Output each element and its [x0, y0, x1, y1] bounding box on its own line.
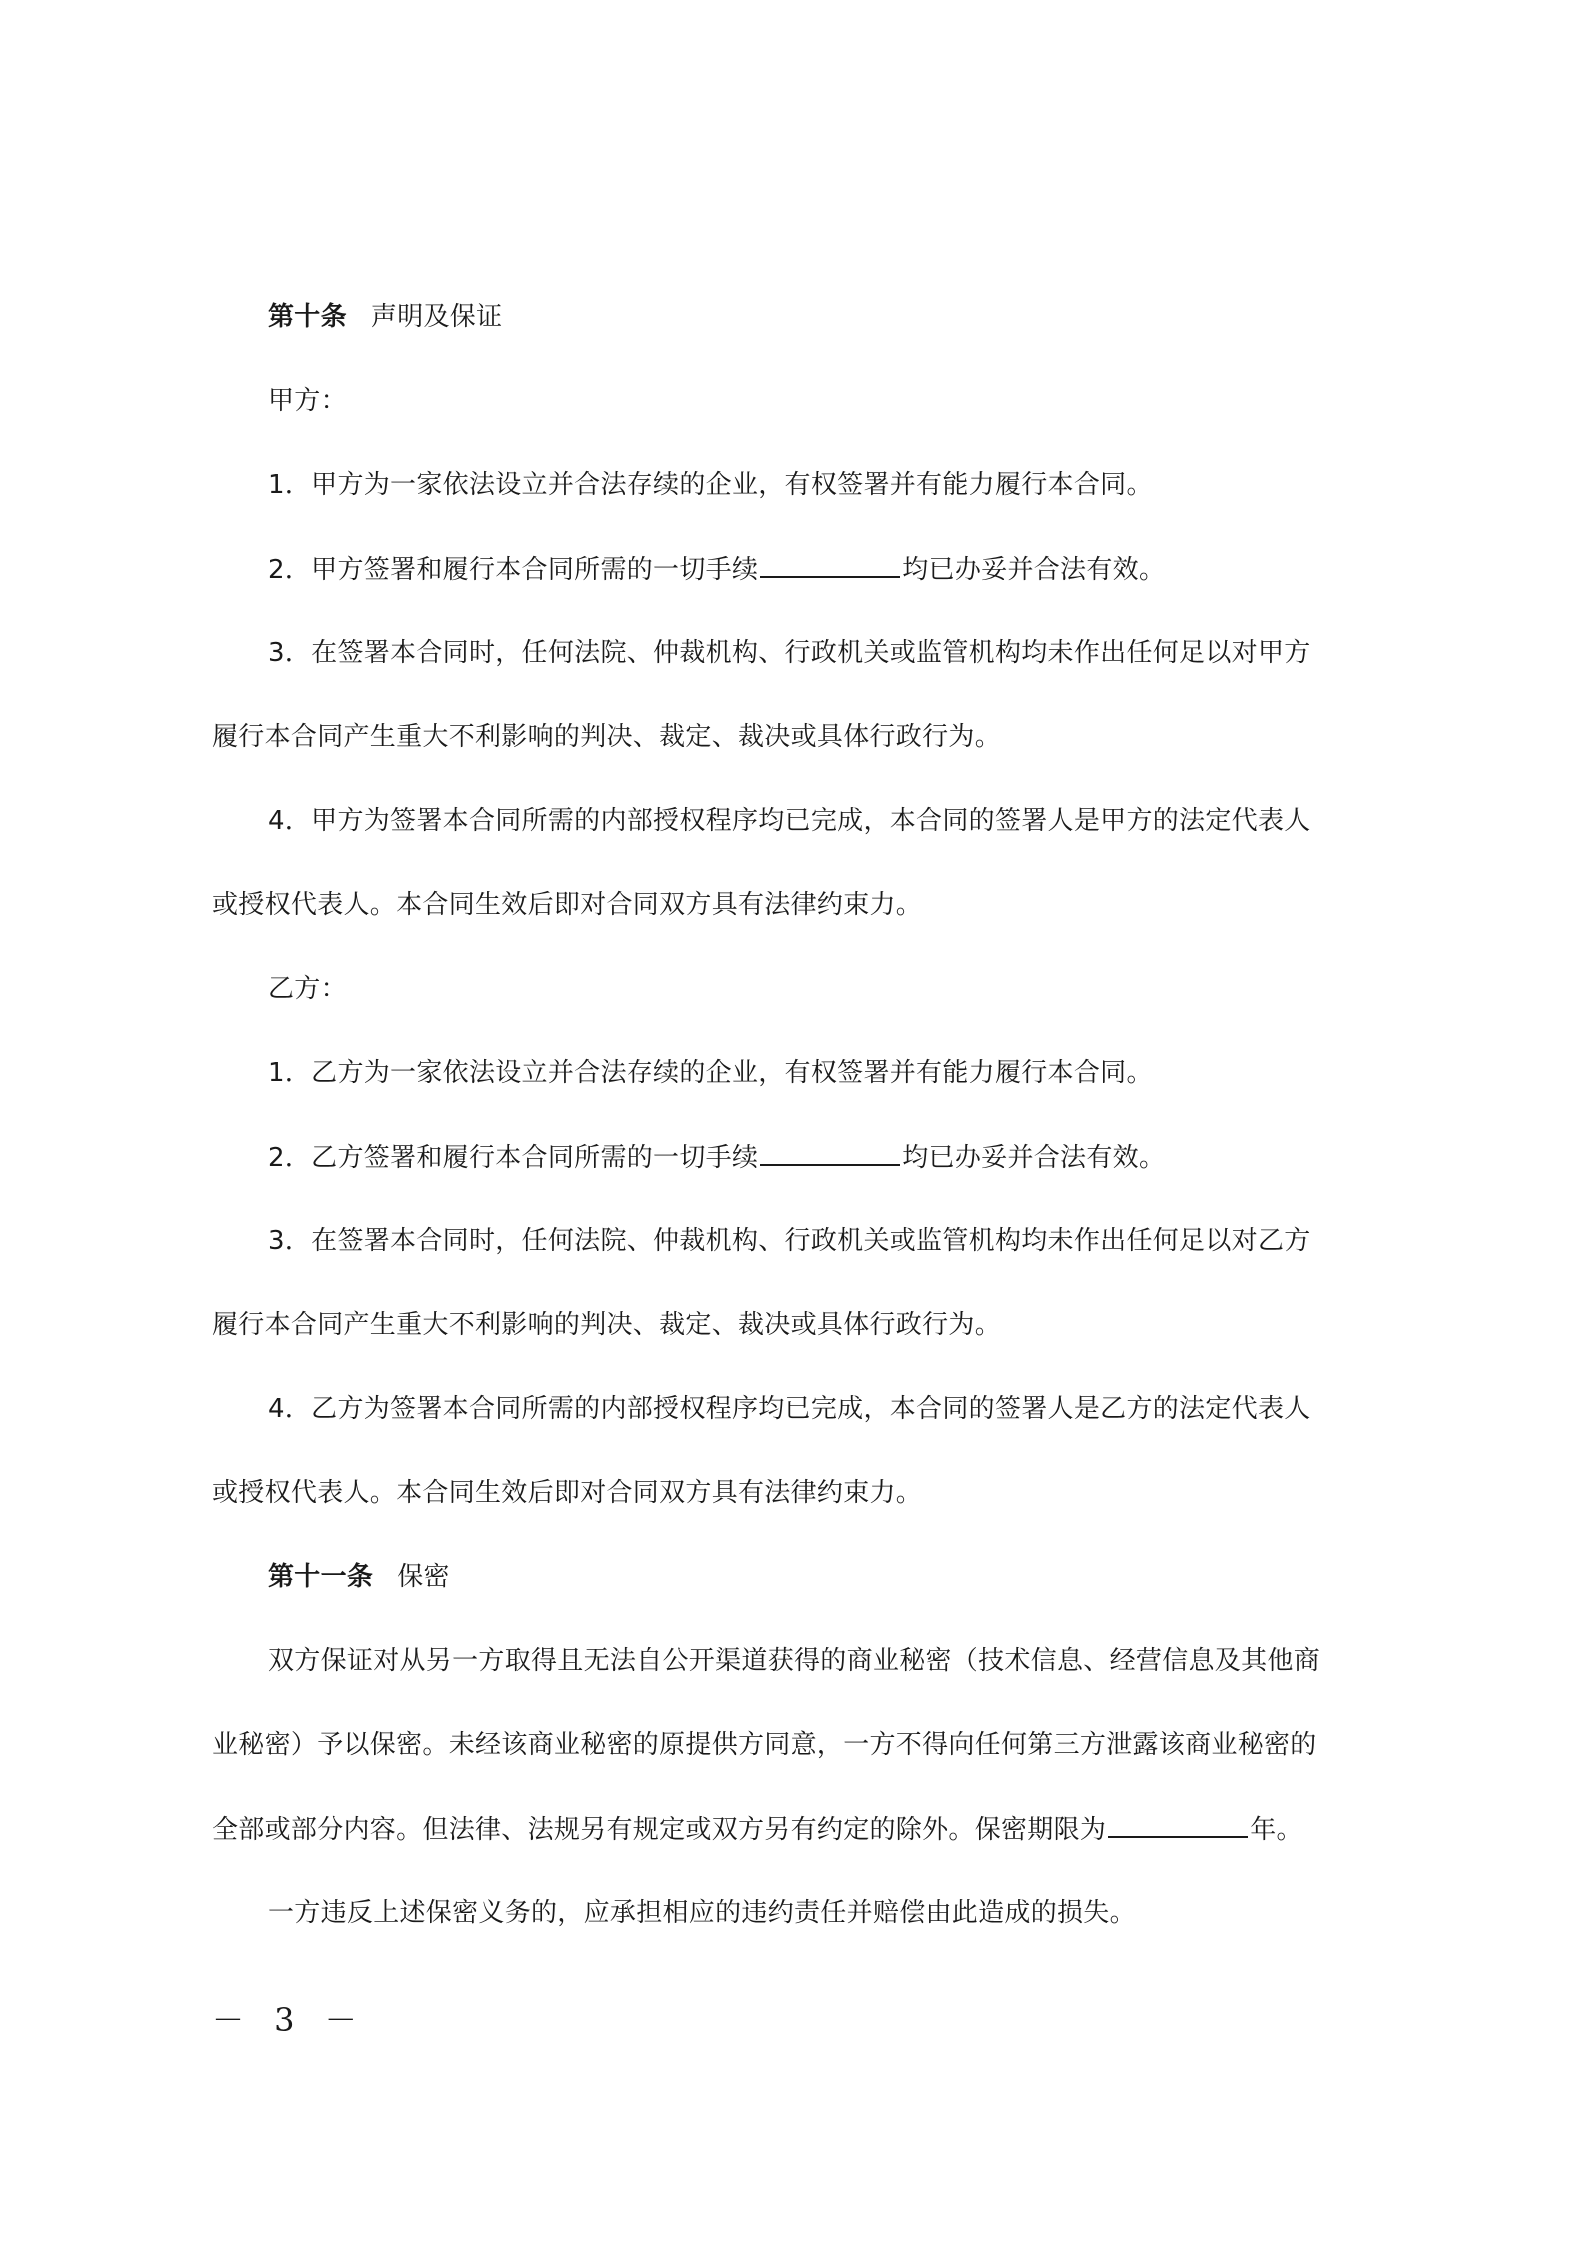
- party-a-item-3-line-1: 3．在签署本合同时，任何法院、仲裁机构、行政机关或监管机构均未作出任何足以对甲方: [268, 638, 1311, 668]
- fill-in-blank: [760, 552, 900, 578]
- confidentiality-para-line-2: 业秘密）予以保密。未经该商业秘密的原提供方同意，一方不得向任何第三方泄露该商业秘密的: [212, 1730, 1317, 1760]
- section-10-title: 声明及保证: [370, 302, 503, 332]
- section-11-heading: [268, 1560, 450, 1594]
- breach-liability-para: 一方违反上述保密义务的，应承担相应的违约责任并赔偿由此造成的损失。: [268, 1898, 1136, 1928]
- fill-in-blank: [1108, 1812, 1248, 1838]
- party-a-item-1: 1．甲方为一家依法设立并合法存续的企业，有权签署并有能力履行本合同。: [268, 470, 1153, 500]
- party-b-item-3-line-1: 3．在签署本合同时，任何法院、仲裁机构、行政机关或监管机构均未作出任何足以对乙方: [268, 1226, 1311, 1256]
- section-11-title: 保密: [397, 1562, 450, 1592]
- party-b-item-4-line-1: 4．乙方为签署本合同所需的内部授权程序均已完成，本合同的签署人是乙方的法定代表人: [268, 1394, 1311, 1424]
- party-a-item-3-line-2: 履行本合同产生重大不利影响的判决、裁定、裁决或具体行政行为。: [212, 722, 1002, 752]
- party-b-label: 乙方：: [268, 974, 347, 1004]
- party-a-item-4-line-2: 或授权代表人。本合同生效后即对合同双方具有法律约束力。: [212, 890, 923, 920]
- party-a-label: 甲方：: [268, 386, 347, 416]
- party-b-item-2-tail: 均已办妥并合法有效。: [902, 1143, 1166, 1173]
- party-b-item-4-line-2: 或授权代表人。本合同生效后即对合同双方具有法律约束力。: [212, 1478, 923, 1508]
- party-b-item-3-line-2: 履行本合同产生重大不利影响的判决、裁定、裁决或具体行政行为。: [212, 1310, 1002, 1340]
- party-a-item-2: [268, 552, 1165, 587]
- section-10-heading: [268, 300, 502, 334]
- party-b-item-1: 1．乙方为一家依法设立并合法存续的企业，有权签署并有能力履行本合同。: [268, 1058, 1153, 1088]
- section-11-number: 第十一条: [268, 1562, 374, 1592]
- fill-in-blank: [760, 1140, 900, 1166]
- party-b-item-2-text: 2．乙方签署和履行本合同所需的一切手续: [268, 1143, 759, 1173]
- section-10-number: 第十条: [268, 302, 347, 332]
- party-a-item-4-line-1: 4．甲方为签署本合同所需的内部授权程序均已完成，本合同的签署人是甲方的法定代表人: [268, 806, 1311, 836]
- page-number: － 3 －: [212, 2001, 367, 2039]
- party-a-item-2-tail: 均已办妥并合法有效。: [902, 555, 1166, 585]
- party-b-item-2: [268, 1140, 1165, 1175]
- party-a-item-2-text: 2．甲方签署和履行本合同所需的一切手续: [268, 555, 759, 585]
- confidentiality-para-line-3: [212, 1812, 1303, 1847]
- confidentiality-period-text: 全部或部分内容。但法律、法规另有规定或双方另有约定的除外。保密期限为: [212, 1815, 1107, 1845]
- confidentiality-para-line-1: 双方保证对从另一方取得且无法自公开渠道获得的商业秘密（技术信息、经营信息及其他商: [268, 1646, 1321, 1676]
- confidentiality-period-unit: 年。: [1250, 1815, 1303, 1845]
